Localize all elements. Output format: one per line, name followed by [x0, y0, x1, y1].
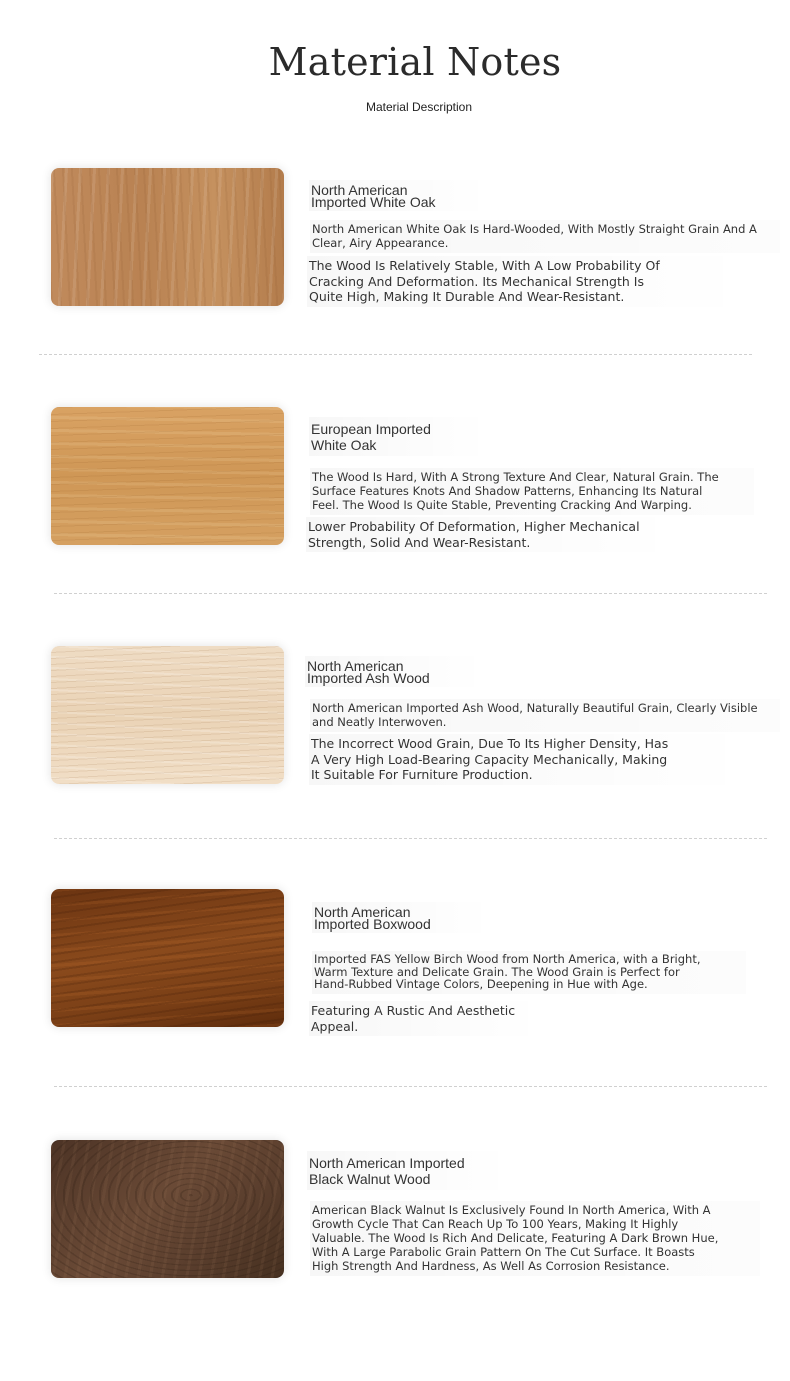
page-subtitle: Material Description [365, 100, 473, 114]
section-divider [54, 1086, 767, 1087]
section-divider [54, 593, 767, 594]
section-divider [39, 354, 752, 355]
material-name: North American Imported White Oak [309, 180, 489, 211]
black-walnut-swatch-image [51, 1140, 284, 1278]
page-title: Material Notes [268, 40, 562, 84]
material-description: American Black Walnut Is Exclusively Found In North America, With A Growth Cycle That Can Reach Up To 100 Years, Making It Highly Valuable. The Wood Is Rich And Delicate, Featuring A Dark Brown Hue, With A Large Parabolic Grain Pattern On The Cut Surface. It Boasts High Strength And Hardness, As Well As Corrosion Resistance. [310, 1201, 760, 1276]
material-name: North American Imported Black Walnut Wood [307, 1151, 511, 1190]
material-extra-note: Featuring A Rustic And Aesthetic Appeal. [309, 1001, 543, 1036]
material-description: Imported FAS Yellow Birch Wood from North America, with a Bright, Warm Texture and Delicate Grain. The Wood Grain is Perfect for Hand-Rubbed Vintage Colors, Deepening in Hue with Age. [312, 951, 746, 994]
boxwood-swatch-image [51, 889, 284, 1027]
white-oak-swatch-image [51, 168, 284, 306]
material-name: North American Imported Boxwood [312, 902, 492, 933]
european-oak-swatch-image [51, 407, 284, 545]
ash-wood-swatch-image [51, 646, 284, 784]
material-name: North American Imported Ash Wood [305, 656, 485, 687]
section-divider [54, 838, 767, 839]
material-description: North American White Oak Is Hard-Wooded, With Mostly Straight Grain And A Clear, Airy Appearance. [310, 220, 780, 253]
material-extra-note: Lower Probability Of Deformation, Higher Mechanical Strength, Solid And Wear-Resistant. [306, 517, 678, 552]
material-extra-note: The Wood Is Relatively Stable, With A Low Probability Of Cracking And Deformation. Its Mechanical Strength Is Quite High, Making It Durable And Wear-Resistant. [307, 256, 751, 307]
material-description: The Wood Is Hard, With A Strong Texture And Clear, Natural Grain. The Surface Features Knots And Shadow Patterns, Enhancing Its Natural Feel. The Wood Is Quite Stable, Preventing Cracking And Warping. [310, 468, 754, 515]
material-extra-note: The Incorrect Wood Grain, Due To Its Higher Density, Has A Very High Load-Bearing Capacity Mechanically, Making It Suitable For Furniture Production. [309, 734, 753, 785]
material-description: North American Imported Ash Wood, Naturally Beautiful Grain, Clearly Visible and Neatly Interwoven. [310, 699, 780, 732]
material-name: European Imported White Oak [309, 417, 489, 456]
